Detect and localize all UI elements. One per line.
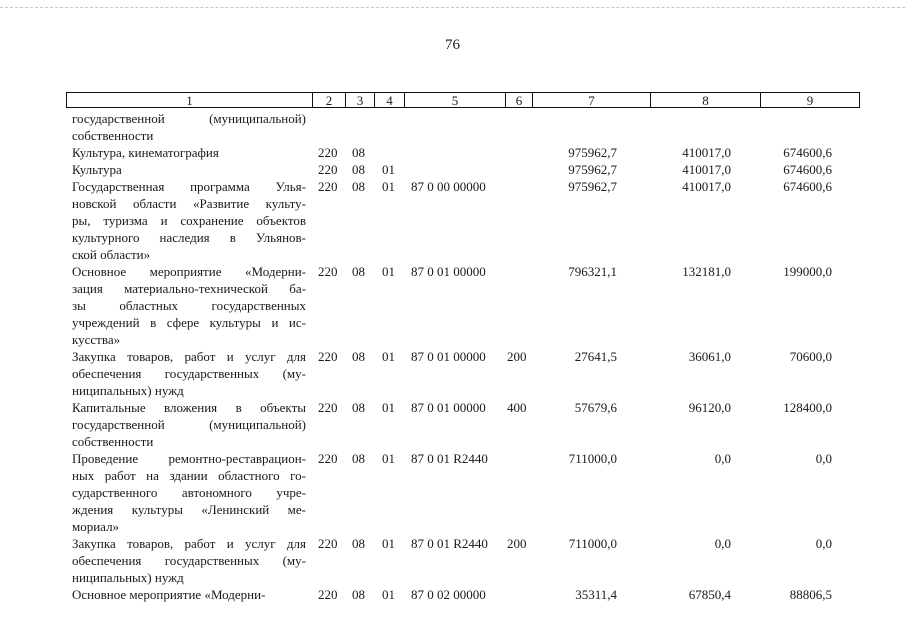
cell-c9: 674600,6 xyxy=(783,179,832,194)
row-name-line: государственной (муниципальной) xyxy=(72,417,306,432)
cell-c5: 87 0 01 R2440 xyxy=(411,536,488,551)
header-col-8: 8 xyxy=(650,92,760,108)
cell-c5: 87 0 01 00000 xyxy=(411,264,486,279)
header-col-4: 4 xyxy=(374,92,404,108)
cell-c3: 08 xyxy=(352,179,365,194)
row-name-line: собственности xyxy=(72,128,154,143)
row-name-line: Проведение ремонтно-реставрацион- xyxy=(72,451,306,466)
row-name xyxy=(72,399,306,450)
table-row xyxy=(0,535,905,586)
cell-c7: 35311,4 xyxy=(575,587,617,602)
cell-c4: 01 xyxy=(382,536,395,551)
cell-c3: 08 xyxy=(352,400,365,415)
row-name-line: собственности xyxy=(72,434,154,449)
row-name-line: обеспечения государственных (му- xyxy=(72,366,306,381)
row-name-line: зы областных государственных xyxy=(72,298,306,313)
cell-c7: 975962,7 xyxy=(568,179,617,194)
cell-c3: 08 xyxy=(352,349,365,364)
cell-c8: 0,0 xyxy=(714,451,731,466)
table-row xyxy=(0,144,905,161)
cell-c7: 711000,0 xyxy=(568,451,617,466)
cell-c8: 410017,0 xyxy=(682,162,731,177)
cell-c7: 975962,7 xyxy=(568,145,617,160)
cell-c7: 711000,0 xyxy=(568,536,617,551)
row-name-line: ждения культуры «Ленинский ме- xyxy=(72,502,306,517)
row-name-line: культурного наследия в Ульянов- xyxy=(72,230,306,245)
table-row xyxy=(0,399,905,450)
cell-c6: 400 xyxy=(507,400,527,415)
cell-c9: 88806,5 xyxy=(789,587,832,602)
cell-c2: 220 xyxy=(318,400,338,415)
table-row xyxy=(0,161,905,178)
row-name-line: мориал» xyxy=(72,519,120,534)
row-name xyxy=(72,535,306,586)
row-name-line: Закупка товаров, работ и услуг для xyxy=(72,349,306,364)
cell-c6: 200 xyxy=(507,349,527,364)
cell-c2: 220 xyxy=(318,587,338,602)
cell-c3: 08 xyxy=(352,587,365,602)
row-name xyxy=(72,178,306,263)
header-col-1: 1 xyxy=(66,92,312,108)
row-name-line: Капитальные вложения в объекты xyxy=(72,400,306,415)
row-name-line: Основное мероприятие «Модерни- xyxy=(72,264,306,279)
row-name-line: сударственного автономного учре- xyxy=(72,485,306,500)
header-col-6: 6 xyxy=(505,92,532,108)
row-name xyxy=(72,144,306,161)
header-col-9: 9 xyxy=(760,92,860,108)
cell-c4: 01 xyxy=(382,179,395,194)
cell-c4: 01 xyxy=(382,451,395,466)
cell-c4: 01 xyxy=(382,349,395,364)
cell-c8: 0,0 xyxy=(714,536,731,551)
table-row xyxy=(0,450,905,535)
row-name-line: новской области «Развитие культу- xyxy=(72,196,306,211)
cell-c9: 0,0 xyxy=(815,451,832,466)
cell-c3: 08 xyxy=(352,536,365,551)
cell-c7: 796321,1 xyxy=(568,264,617,279)
cell-c3: 08 xyxy=(352,145,365,160)
scan-artifact-line xyxy=(0,7,905,10)
table-row xyxy=(0,178,905,263)
row-name-line: ных работ на здании областного го- xyxy=(72,468,306,483)
table-row xyxy=(0,348,905,399)
cell-c7: 975962,7 xyxy=(568,162,617,177)
cell-c6: 200 xyxy=(507,536,527,551)
cell-c2: 220 xyxy=(318,162,338,177)
header-col-2: 2 xyxy=(312,92,345,108)
row-name-line: ниципальных) нужд xyxy=(72,570,184,585)
cell-c5: 87 0 02 00000 xyxy=(411,587,486,602)
row-name-line: учреждений в сфере культуры и ис- xyxy=(72,315,306,330)
table-row xyxy=(0,263,905,348)
cell-c5: 87 0 01 00000 xyxy=(411,400,486,415)
cell-c9: 70600,0 xyxy=(789,349,832,364)
cell-c3: 08 xyxy=(352,162,365,177)
row-name-line: Закупка товаров, работ и услуг для xyxy=(72,536,306,551)
cell-c8: 67850,4 xyxy=(688,587,731,602)
cell-c2: 220 xyxy=(318,451,338,466)
cell-c8: 132181,0 xyxy=(682,264,731,279)
cell-c5: 87 0 01 R2440 xyxy=(411,451,488,466)
cell-c5: 87 0 00 00000 xyxy=(411,179,486,194)
cell-c8: 36061,0 xyxy=(688,349,731,364)
cell-c2: 220 xyxy=(318,145,338,160)
row-name-line: Основное мероприятие «Модерни- xyxy=(72,587,266,602)
cell-c7: 27641,5 xyxy=(574,349,617,364)
row-name-line: ниципальных) нужд xyxy=(72,383,184,398)
row-name-line: государственной (муниципальной) xyxy=(72,111,306,126)
table-row xyxy=(0,110,905,144)
cell-c9: 674600,6 xyxy=(783,162,832,177)
cell-c8: 410017,0 xyxy=(682,145,731,160)
cell-c9: 0,0 xyxy=(815,536,832,551)
row-name-line: обеспечения государственных (му- xyxy=(72,553,306,568)
row-name-line: кусства» xyxy=(72,332,121,347)
page-number: 76 xyxy=(445,37,460,53)
row-name-line: ской области» xyxy=(72,247,151,262)
cell-c3: 08 xyxy=(352,451,365,466)
row-name-line: ры, туризма и сохранение объектов xyxy=(72,213,306,228)
cell-c2: 220 xyxy=(318,179,338,194)
header-col-5: 5 xyxy=(404,92,505,108)
cell-c3: 08 xyxy=(352,264,365,279)
cell-c8: 410017,0 xyxy=(682,179,731,194)
cell-c9: 128400,0 xyxy=(783,400,832,415)
cell-c2: 220 xyxy=(318,536,338,551)
row-name-line: Государственная программа Улья- xyxy=(72,179,306,194)
header-col-7: 7 xyxy=(532,92,650,108)
row-name xyxy=(72,450,306,535)
row-name-line: Культура xyxy=(72,162,122,177)
cell-c2: 220 xyxy=(318,349,338,364)
row-name-line: зация материально-технической ба- xyxy=(72,281,306,296)
header-col-3: 3 xyxy=(345,92,374,108)
row-name xyxy=(72,263,306,348)
cell-c9: 199000,0 xyxy=(783,264,832,279)
cell-c9: 674600,6 xyxy=(783,145,832,160)
cell-c8: 96120,0 xyxy=(688,400,731,415)
cell-c7: 57679,6 xyxy=(574,400,617,415)
cell-c4: 01 xyxy=(382,264,395,279)
cell-c4: 01 xyxy=(382,587,395,602)
cell-c5: 87 0 01 00000 xyxy=(411,349,486,364)
cell-c2: 220 xyxy=(318,264,338,279)
row-name-line: Культура, кинематография xyxy=(72,145,219,160)
row-name xyxy=(72,348,306,399)
row-name xyxy=(72,110,306,144)
table-row xyxy=(0,586,905,603)
cell-c4: 01 xyxy=(382,162,395,177)
cell-c4: 01 xyxy=(382,400,395,415)
row-name xyxy=(72,161,306,178)
row-name xyxy=(72,586,306,603)
